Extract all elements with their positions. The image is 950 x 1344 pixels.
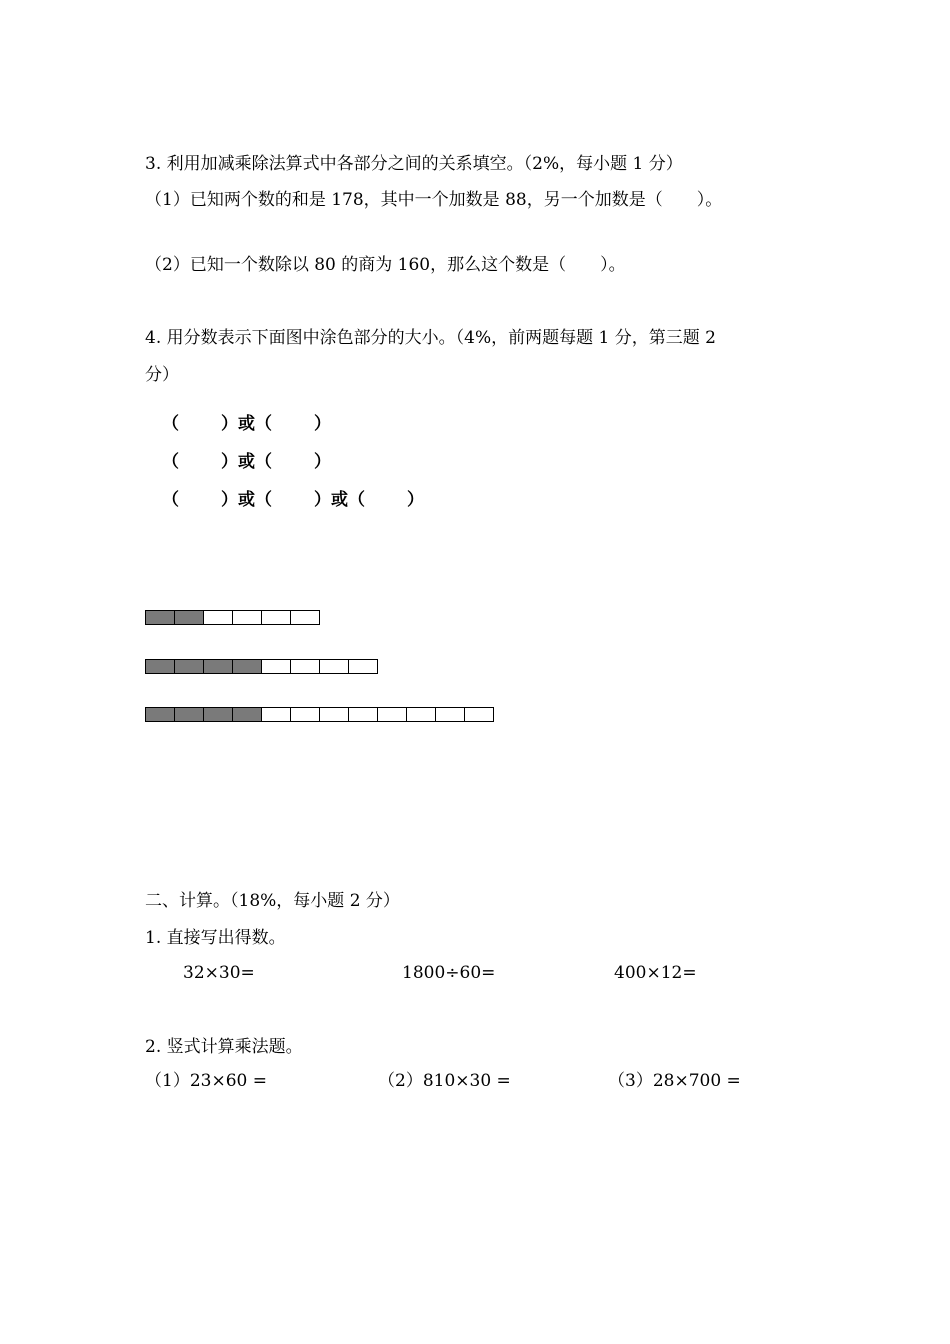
close-paren: ） [314, 490, 331, 510]
fraction-bar-2 [145, 659, 377, 674]
shaded-cell [174, 610, 204, 625]
open-paren: （ [255, 490, 272, 510]
connector-text: 或 [238, 452, 255, 472]
q2-item-1: （1）23×60 = [145, 1071, 267, 1091]
open-paren: （ [162, 490, 179, 510]
empty-cell [348, 707, 378, 722]
q2-item-3: （3）28×700 = [608, 1071, 741, 1091]
open-paren: （ [162, 452, 179, 472]
shaded-cell [203, 659, 233, 674]
shaded-cell [174, 659, 204, 674]
connector-text: 或 [238, 414, 255, 434]
empty-cell [232, 610, 262, 625]
q1-item-1: 32×30= [183, 963, 255, 983]
empty-cell [377, 707, 407, 722]
empty-cell [290, 610, 320, 625]
fraction-bar-3 [145, 707, 493, 722]
q3-item-1: （1）已知两个数的和是 178，其中一个加数是 88，另一个加数是（ ）。 [145, 190, 723, 210]
shaded-cell [232, 659, 262, 674]
empty-cell [203, 610, 233, 625]
shaded-cell [145, 610, 175, 625]
empty-cell [261, 707, 291, 722]
q1-item-3: 400×12= [614, 963, 697, 983]
empty-cell [348, 659, 378, 674]
close-paren: ） [314, 452, 331, 472]
q3-title: 3. 利用加减乘除法算式中各部分之间的关系填空。（2%，每小题 1 分） [145, 154, 683, 174]
open-paren: （ [255, 414, 272, 434]
shaded-cell [174, 707, 204, 722]
empty-cell [435, 707, 465, 722]
connector-text: 或 [238, 490, 255, 510]
close-paren: ） [314, 414, 331, 434]
shaded-cell [232, 707, 262, 722]
q2-item-2: （2）810×30 = [378, 1071, 511, 1091]
close-paren: ） [407, 490, 424, 510]
close-paren: ） [221, 414, 238, 434]
open-paren: （ [162, 414, 179, 434]
empty-cell [261, 659, 291, 674]
close-paren: ） [221, 490, 238, 510]
q4-title-line2: 分） [145, 365, 179, 385]
empty-cell [319, 659, 349, 674]
empty-cell [464, 707, 494, 722]
shaded-cell [203, 707, 233, 722]
q1-title: 1. 直接写出得数。 [145, 928, 286, 948]
shaded-cell [145, 707, 175, 722]
answer-row-1 [162, 409, 331, 434]
fraction-bar-1 [145, 610, 319, 625]
empty-cell [406, 707, 436, 722]
empty-cell [319, 707, 349, 722]
q3-item-2: （2）已知一个数除以 80 的商为 160，那么这个数是（ ）。 [145, 255, 626, 275]
empty-cell [290, 659, 320, 674]
answer-row-2 [162, 447, 331, 472]
open-paren: （ [348, 490, 365, 510]
connector-text: 或 [331, 490, 348, 510]
q1-item-2: 1800÷60= [402, 963, 496, 983]
answer-row-3 [162, 485, 424, 510]
q4-title-line1: 4. 用分数表示下面图中涂色部分的大小。（4%，前两题每题 1 分，第三题 2 [145, 328, 716, 348]
shaded-cell [145, 659, 175, 674]
close-paren: ） [221, 452, 238, 472]
empty-cell [290, 707, 320, 722]
empty-cell [261, 610, 291, 625]
open-paren: （ [255, 452, 272, 472]
q2-title: 2. 竖式计算乘法题。 [145, 1037, 303, 1057]
section2-title: 二、计算。（18%，每小题 2 分） [145, 891, 400, 911]
